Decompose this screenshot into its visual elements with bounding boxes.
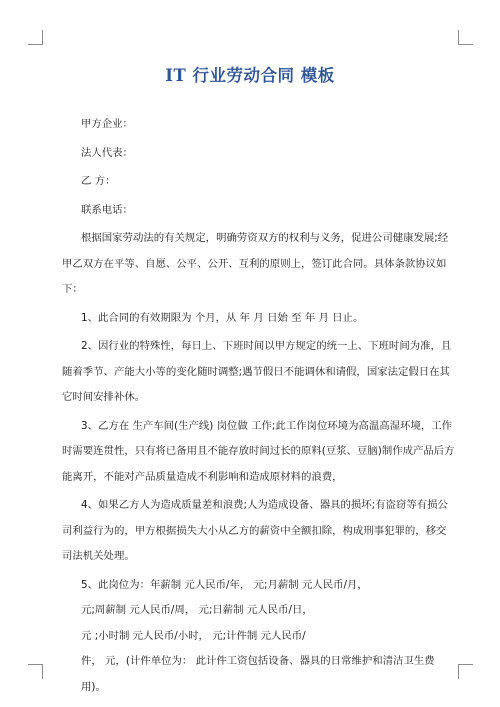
field-legal-rep: 法人代表： [81, 146, 133, 159]
clause-2: 2、因行业的特殊性，每日上、下班时间以甲方规定的统一上、下班时间为准，且随着季节、产能大小等的变化随时调整;遇节假日不能调休和请假，国家法定假日在其它时间安排补休。 [62, 340, 452, 403]
crop-mark-top-right [458, 30, 473, 45]
title-prefix: IT [165, 66, 187, 85]
document-title [0, 62, 500, 86]
clause-5-line-3: 元 ;小时制 元人民币/小时， 元;计件制 元人民币/ [81, 629, 306, 642]
clause-5-line-2: 元;周薪制 元人民币/周， 元;日薪制 元人民币/日， [81, 604, 313, 616]
crop-mark-bottom-right [458, 664, 473, 679]
title-text: 行业劳动合同 模板 [186, 66, 335, 85]
document-body [62, 112, 455, 700]
clause-5-line-1: 5、此岗位为：年薪制 元人民币/年， 元;月薪制 元人民币/月， [81, 578, 368, 591]
clause-3: 3、乙方在 生产车间(生产线) 岗位做 工作;此工作岗位环境为高温高湿环境，工作时需要连贯性，只有将已备用且不能存放时间过长的原料(豆浆、豆脑)制作成产品后方能离开，不能对产品质量造成不利影响和造成原材料的浪费， [62, 419, 455, 483]
clause-4: 4、如果乙方人为造成质量差和浪费;人为造成设备、器具的损坏;有盗窃等有损公司利益行为的，甲方根据损失大小从乙方的薪资中全额扣除，构成刑事犯罪的，移交司法机关处理。 [62, 499, 448, 562]
clause-5-line-4: 件， 元，(计件单位为： 此计件工资包括设备、器具的日常维护和清洁卫生费用)。 [81, 655, 435, 693]
field-phone: 联系电话： [81, 203, 133, 216]
field-party-a: 甲方企业： [81, 118, 133, 130]
clause-1: 1、此合同的有效期限为 个月，从 年 月 日始 至 年 月 日止。 [81, 311, 364, 324]
crop-mark-bottom-left [28, 664, 43, 679]
field-party-b: 乙 方： [81, 175, 116, 187]
crop-mark-top-left [28, 30, 43, 45]
paragraph-intro: 根据国家劳动法的有关规定，明确劳资双方的权利与义务，促进公司健康发展;经甲乙双方在平等、自愿、公平、公开、互利的原则上，签订此合同。具体条款协议如下： [62, 232, 449, 295]
